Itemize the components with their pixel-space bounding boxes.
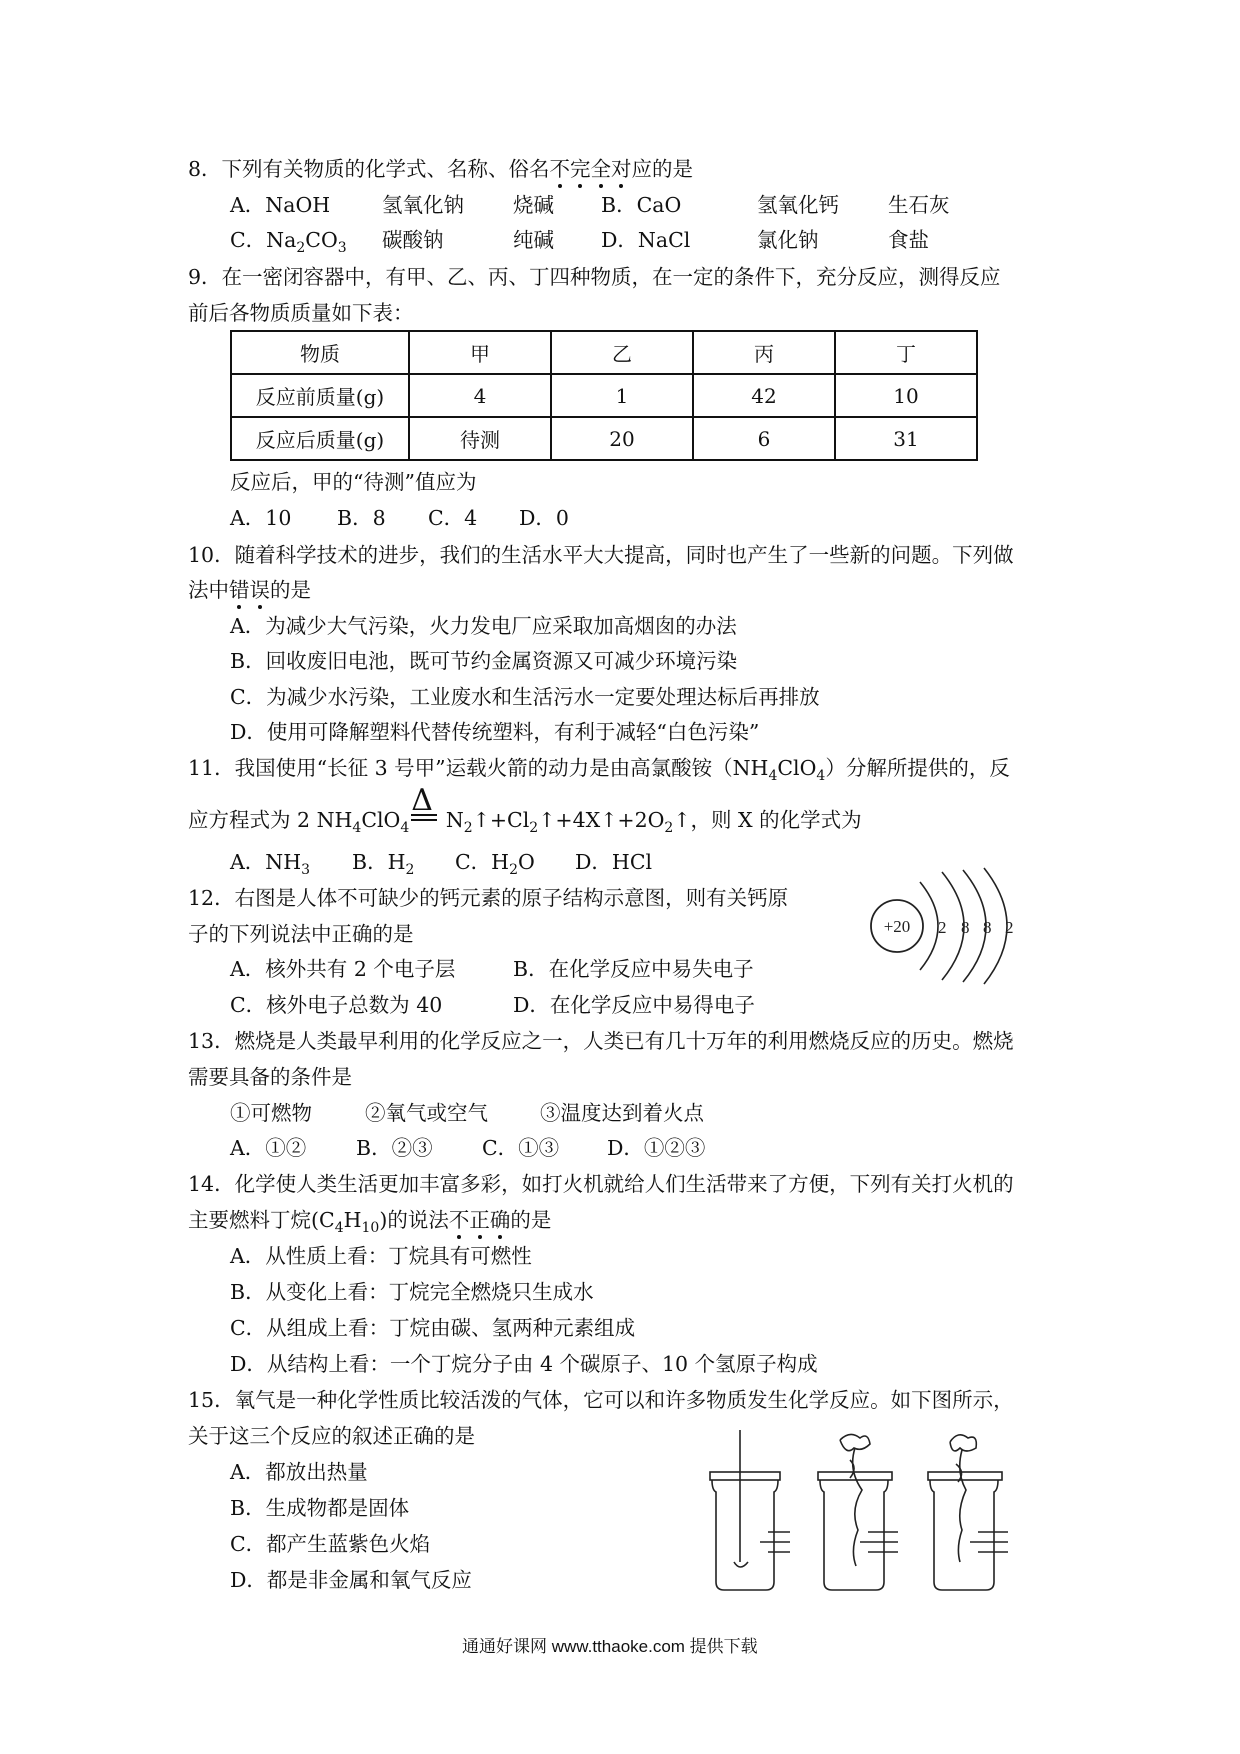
- table-cell: 4: [409, 374, 551, 417]
- q11-stem-line1: 11．我国使用“长征 3 号甲”运载火箭的动力是由高氯酸铵$(NH_4ClO_4)$分解所提供的，反: [188, 756, 1010, 785]
- table-cell: 1: [551, 374, 693, 417]
- q14-option-a: A．从性质上看：丁烷具有可燃性: [230, 1244, 532, 1268]
- q13-option-b: B．②③: [356, 1136, 433, 1160]
- table-header-cell: 乙: [551, 331, 693, 374]
- q13-condition-3: ③温度达到着火点: [540, 1101, 704, 1125]
- q9-option-b: B．8: [337, 506, 386, 530]
- table-row: [231, 374, 977, 417]
- q15-option-a: A．都放出热量: [230, 1460, 368, 1484]
- q8-option-d-common: 食盐: [888, 228, 929, 252]
- table-header-cell: 丙: [693, 331, 835, 374]
- q8-option-b-label: B．CaO: [601, 193, 682, 217]
- heat-delta-arrow: Δ: [409, 808, 439, 832]
- q10-option-c: C．为减少水污染，工业废水和生活污水一定要处理达标后再排放: [230, 685, 820, 709]
- q9-option-d: D．0: [519, 506, 569, 530]
- q8-option-a-name: 氢氧化钠: [382, 193, 464, 217]
- table-header-row: [231, 331, 977, 374]
- table-cell: 20: [551, 417, 693, 460]
- shell-electron-count: 8: [961, 918, 970, 937]
- mass-table: [230, 330, 978, 461]
- q15-option-c: C．都产生蓝紫色火焰: [230, 1532, 431, 1556]
- q12-option-d: D．在化学反应中易得电子: [513, 993, 755, 1017]
- q11-option-b: B．$H_2$: [352, 850, 415, 879]
- q12-stem-line1: 12．右图是人体不可缺少的钙元素的原子结构示意图，则有关钙原: [188, 886, 789, 910]
- q12-option-b: B．在化学反应中易失电子: [513, 957, 754, 981]
- q9-after-text: 反应后，甲的“待测”值应为: [230, 470, 477, 494]
- q8-option-d-name: 氯化钠: [757, 228, 819, 252]
- q10-stem-line2: 法中错误的是: [188, 573, 311, 603]
- gas-jar-2: [818, 1434, 898, 1590]
- q15-stem-line1: 15．氧气是一种化学性质比较活泼的气体，它可以和许多物质发生化学反应。如下图所示，: [188, 1388, 1014, 1412]
- gas-jar-1: [710, 1430, 790, 1590]
- q9-stem-line1: 9．在一密闭容器中，有甲、乙、丙、丁四种物质，在一定的条件下，充分反应，测得反应: [188, 265, 1001, 289]
- table-row: [231, 417, 977, 460]
- q8-option-b-name: 氢氧化钙: [757, 193, 839, 217]
- q9-option-c: C．4: [428, 506, 478, 530]
- gas-jar-3: [928, 1435, 1008, 1590]
- q8-stem: 8．下列有关物质的化学式、名称、俗名不完全对应的是: [188, 152, 693, 182]
- q9-option-a: A．10: [230, 506, 292, 530]
- shell-electron-count: 2: [938, 918, 947, 937]
- q12-option-a: A．核外共有 2 个电子层: [230, 957, 456, 981]
- q14-option-b: B．从变化上看：丁烷完全燃烧只生成水: [230, 1280, 594, 1304]
- q10-option-a: A．为减少大气污染，火力发电厂应采取加高烟囱的办法: [230, 614, 737, 638]
- table-cell: 10: [835, 374, 977, 417]
- q13-stem-line2: 需要具备的条件是: [188, 1065, 352, 1089]
- q8-option-c-common: 纯碱: [513, 228, 554, 252]
- q11-option-c: C．$H_2O$: [455, 850, 535, 879]
- table-header-cell: 甲: [409, 331, 551, 374]
- q12-option-c: C．核外电子总数为 40: [230, 993, 443, 1017]
- page-footer: 通通好课网 www.tthaoke.com 提供下载: [462, 1637, 758, 1656]
- q13-condition-2: ②氧气或空气: [365, 1101, 488, 1125]
- table-header-cell: 物质: [231, 331, 409, 374]
- table-cell: 6: [693, 417, 835, 460]
- q14-option-c: C．从组成上看：丁烷由碳、氢两种元素组成: [230, 1316, 636, 1340]
- q15-option-d: D．都是非金属和氧气反应: [230, 1568, 472, 1592]
- q11-option-d: D．HCl: [575, 850, 653, 874]
- q14-option-d: D．从结构上看：一个丁烷分子由 4 个碳原子、10 个氢原子构成: [230, 1352, 818, 1376]
- q9-stem-line2: 前后各物质质量如下表：: [188, 301, 414, 325]
- table-cell: 反应前质量(g): [231, 374, 409, 417]
- q8-option-b-common: 生石灰: [888, 193, 950, 217]
- q13-option-c: C．①③: [482, 1136, 560, 1160]
- calcium-atom-diagram: [860, 860, 1030, 986]
- shell-electron-count: 2: [1005, 918, 1014, 937]
- q13-stem-line1: 13．燃烧是人类最早利用的化学反应之一，人类已有几十万年的利用燃烧反应的历史。燃烧: [188, 1029, 1014, 1053]
- q10-option-d: D．使用可降解塑料代替传统塑料，有利于减轻“白色污染”: [230, 720, 760, 744]
- table-cell: 31: [835, 417, 977, 460]
- q10-option-b: B．回收废旧电池，既可节约金属资源又可减少环境污染: [230, 649, 738, 673]
- q10-stem-line1: 10．随着科学技术的进步，我们的生活水平大大提高，同时也产生了一些新的问题。下列做: [188, 543, 1014, 567]
- q11-equation: 应方程式为 2 $NH_4ClO_4$ Δ $N_2↑+Cl_2↑+4X↑+2O_2↑$，则 X 的化学式为: [188, 783, 862, 837]
- q14-stem-line2: 主要燃料丁烷$(C_4H_{10})$的说法不正确的是: [188, 1203, 551, 1236]
- table-cell: 42: [693, 374, 835, 417]
- q8-option-d-label: D．NaCl: [601, 228, 691, 252]
- shell-electron-count: 8: [983, 918, 992, 937]
- q14-stem-line1: 14．化学使人类生活更加丰富多彩，如打火机就给人们生活带来了方便，下列有关打火机的: [188, 1172, 1014, 1196]
- q8-option-a-common: 烧碱: [513, 193, 554, 217]
- q15-stem-line2: 关于这三个反应的叙述正确的是: [188, 1424, 475, 1448]
- q8-option-c-name: 碳酸钠: [382, 228, 444, 252]
- oxygen-reaction-jars-figure: [700, 1430, 1030, 1600]
- q15-option-b: B．生成物都是固体: [230, 1496, 410, 1520]
- q8-option-c-label: C．$Na_2CO_3$: [230, 228, 347, 257]
- q13-option-a: A．①②: [230, 1136, 307, 1160]
- table-cell: 反应后质量(g): [231, 417, 409, 460]
- q8-option-a-label: A．NaOH: [230, 193, 331, 217]
- q13-condition-1: ①可燃物: [230, 1101, 312, 1125]
- q12-stem-line2: 子的下列说法中正确的是: [188, 922, 414, 946]
- nucleus-charge: +20: [883, 917, 911, 936]
- table-cell: 待测: [409, 417, 551, 460]
- table-header-cell: 丁: [835, 331, 977, 374]
- q13-option-d: D．①②③: [607, 1136, 706, 1160]
- q11-option-a: A．$NH_3$: [230, 850, 311, 879]
